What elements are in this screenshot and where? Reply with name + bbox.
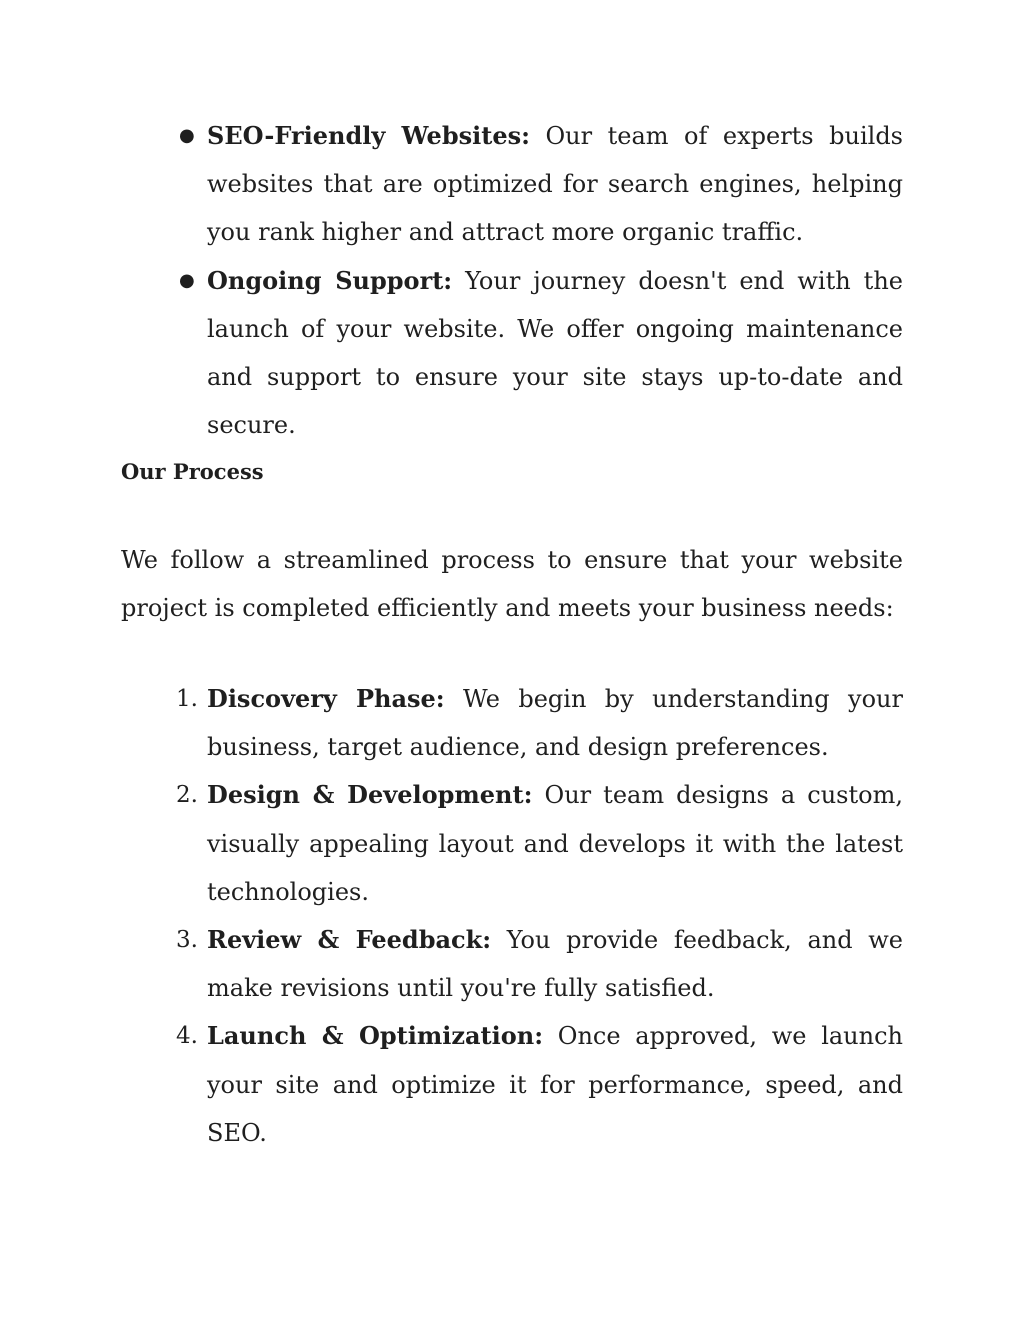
step-title: Discovery Phase: [207, 684, 445, 713]
step-title: Design & Development: [207, 780, 533, 810]
bullet-marker: ● [179, 125, 195, 146]
step-number: 2. [176, 782, 198, 809]
step-number: 1. [176, 686, 198, 712]
step-title: Launch & Optimization: [207, 1021, 544, 1051]
feature-text: Your journey doesn't end with the launch of your website. We offer ongoing maintenance and support to ensure your site stays up-to-date and secure. [207, 266, 903, 440]
process-steps-list [121, 675, 903, 1157]
step-text: Once approved, we launch your site and optimize it for performance, speed, and SEO. [207, 1022, 903, 1147]
feature-text: Our team of experts builds websites that are optimized for search engines, helping you rank higher and attract more organic traffic. [207, 122, 903, 247]
step-number: 3. [176, 927, 198, 954]
list-item [121, 916, 903, 1012]
feature-title: Ongoing Support: [207, 265, 453, 295]
step-title: Review & Feedback: [207, 925, 492, 955]
step-text: We begin by understanding your business, target audience, and design preferences. [207, 685, 903, 762]
feature-title: SEO-Friendly Websites: [207, 121, 530, 150]
bullet-marker: ● [179, 269, 195, 291]
step-text: You provide feedback, and we make revisions until you're fully satisfied. [207, 926, 903, 1003]
features-bullet-list [121, 112, 903, 449]
section-heading: Our Process [121, 459, 264, 484]
step-number: 4. [176, 1023, 198, 1050]
list-item [121, 771, 903, 916]
list-item [121, 675, 903, 771]
list-item [121, 1012, 903, 1157]
list-item [121, 257, 903, 450]
list-item [121, 112, 903, 257]
process-intro-paragraph: We follow a streamlined process to ensure that your website project is completed efficiently and meets your business needs: [121, 546, 903, 623]
step-text: Our team designs a custom, visually appealing layout and develops it with the latest technologies. [207, 781, 903, 906]
